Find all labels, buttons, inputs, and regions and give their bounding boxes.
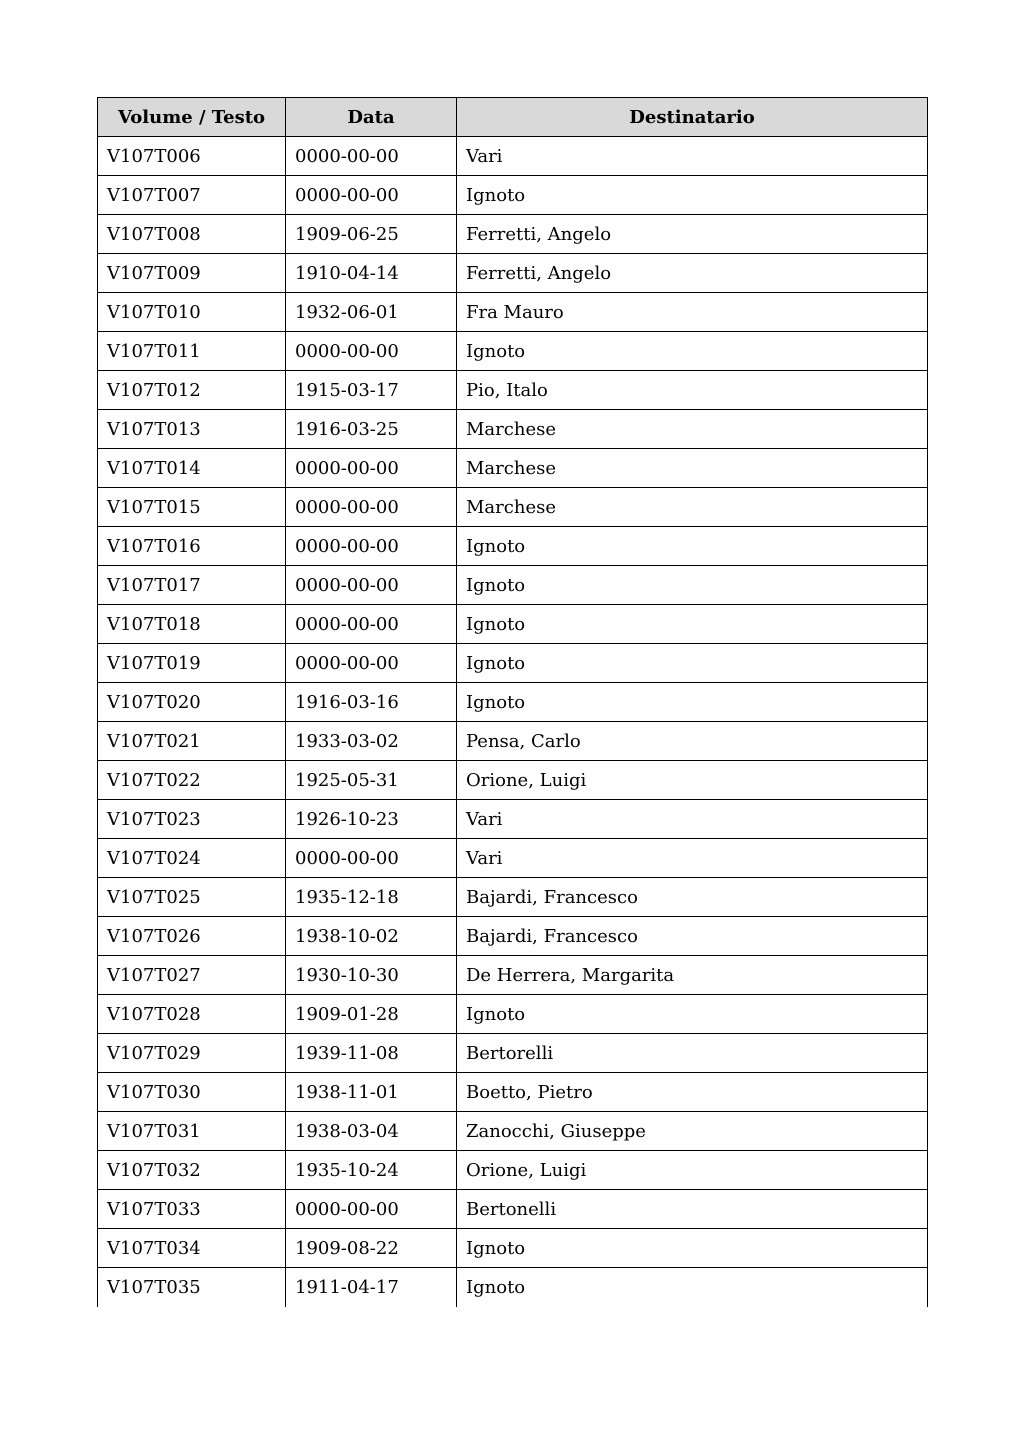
table-header-row [98, 98, 928, 137]
cell-data: 1930-10-30 [286, 956, 457, 995]
table-row [98, 605, 928, 644]
table-row [98, 995, 928, 1034]
cell-data: 1935-12-18 [286, 878, 457, 917]
cell-data: 1933-03-02 [286, 722, 457, 761]
table-row [98, 683, 928, 722]
cell-destinatario: Bajardi, Francesco [457, 878, 928, 917]
cell-volume-testo: V107T015 [98, 488, 286, 527]
cell-destinatario: Ferretti, Angelo [457, 254, 928, 293]
cell-volume-testo: V107T022 [98, 761, 286, 800]
table-row [98, 488, 928, 527]
cell-volume-testo: V107T009 [98, 254, 286, 293]
cell-data: 1938-11-01 [286, 1073, 457, 1112]
cell-volume-testo: V107T035 [98, 1268, 286, 1307]
cell-destinatario: De Herrera, Margarita [457, 956, 928, 995]
table-row [98, 1073, 928, 1112]
cell-data: 1932-06-01 [286, 293, 457, 332]
cell-data: 0000-00-00 [286, 332, 457, 371]
cell-data: 1910-04-14 [286, 254, 457, 293]
table-row [98, 566, 928, 605]
cell-volume-testo: V107T019 [98, 644, 286, 683]
cell-data: 1939-11-08 [286, 1034, 457, 1073]
cell-destinatario: Bertonelli [457, 1190, 928, 1229]
cell-destinatario: Ferretti, Angelo [457, 215, 928, 254]
cell-destinatario: Bajardi, Francesco [457, 917, 928, 956]
cell-data: 0000-00-00 [286, 488, 457, 527]
cell-destinatario: Orione, Luigi [457, 761, 928, 800]
cell-destinatario: Pensa, Carlo [457, 722, 928, 761]
cell-volume-testo: V107T006 [98, 137, 286, 176]
cell-volume-testo: V107T029 [98, 1034, 286, 1073]
cell-volume-testo: V107T014 [98, 449, 286, 488]
cell-volume-testo: V107T024 [98, 839, 286, 878]
table-row [98, 839, 928, 878]
cell-volume-testo: V107T030 [98, 1073, 286, 1112]
letters-table [97, 97, 928, 1307]
cell-destinatario: Vari [457, 839, 928, 878]
header-destinatario: Destinatario [457, 98, 928, 137]
cell-volume-testo: V107T032 [98, 1151, 286, 1190]
cell-data: 1916-03-16 [286, 683, 457, 722]
cell-volume-testo: V107T026 [98, 917, 286, 956]
cell-volume-testo: V107T021 [98, 722, 286, 761]
cell-data: 1926-10-23 [286, 800, 457, 839]
cell-volume-testo: V107T008 [98, 215, 286, 254]
cell-data: 0000-00-00 [286, 176, 457, 215]
cell-data: 1911-04-17 [286, 1268, 457, 1307]
cell-destinatario: Ignoto [457, 527, 928, 566]
cell-data: 1925-05-31 [286, 761, 457, 800]
table-row [98, 293, 928, 332]
cell-data: 0000-00-00 [286, 566, 457, 605]
table-row [98, 956, 928, 995]
cell-destinatario: Ignoto [457, 566, 928, 605]
cell-volume-testo: V107T031 [98, 1112, 286, 1151]
cell-volume-testo: V107T007 [98, 176, 286, 215]
table-row [98, 137, 928, 176]
cell-data: 0000-00-00 [286, 137, 457, 176]
cell-volume-testo: V107T010 [98, 293, 286, 332]
cell-data: 1915-03-17 [286, 371, 457, 410]
header-volume-testo: Volume / Testo [98, 98, 286, 137]
table-row [98, 1151, 928, 1190]
cell-volume-testo: V107T023 [98, 800, 286, 839]
cell-data: 0000-00-00 [286, 839, 457, 878]
table-row [98, 800, 928, 839]
table-row [98, 761, 928, 800]
table-row [98, 176, 928, 215]
cell-volume-testo: V107T018 [98, 605, 286, 644]
cell-data: 0000-00-00 [286, 644, 457, 683]
cell-destinatario: Ignoto [457, 332, 928, 371]
cell-volume-testo: V107T011 [98, 332, 286, 371]
cell-destinatario: Ignoto [457, 1268, 928, 1307]
cell-data: 1938-10-02 [286, 917, 457, 956]
table-row [98, 1229, 928, 1268]
cell-destinatario: Vari [457, 137, 928, 176]
cell-destinatario: Ignoto [457, 644, 928, 683]
cell-data: 1916-03-25 [286, 410, 457, 449]
cell-volume-testo: V107T028 [98, 995, 286, 1034]
cell-volume-testo: V107T012 [98, 371, 286, 410]
cell-destinatario: Ignoto [457, 683, 928, 722]
cell-destinatario: Bertorelli [457, 1034, 928, 1073]
cell-destinatario: Zanocchi, Giuseppe [457, 1112, 928, 1151]
cell-data: 1909-01-28 [286, 995, 457, 1034]
cell-volume-testo: V107T017 [98, 566, 286, 605]
cell-destinatario: Vari [457, 800, 928, 839]
table-row [98, 1268, 928, 1307]
cell-volume-testo: V107T027 [98, 956, 286, 995]
table-row [98, 332, 928, 371]
cell-volume-testo: V107T013 [98, 410, 286, 449]
cell-destinatario: Marchese [457, 410, 928, 449]
table-row [98, 1034, 928, 1073]
cell-data: 1909-08-22 [286, 1229, 457, 1268]
cell-data: 0000-00-00 [286, 449, 457, 488]
cell-destinatario: Ignoto [457, 1229, 928, 1268]
cell-data: 1909-06-25 [286, 215, 457, 254]
cell-destinatario: Marchese [457, 449, 928, 488]
cell-destinatario: Marchese [457, 488, 928, 527]
table-row [98, 371, 928, 410]
header-data: Data [286, 98, 457, 137]
table-row [98, 527, 928, 566]
cell-volume-testo: V107T016 [98, 527, 286, 566]
table-row [98, 917, 928, 956]
table-row [98, 722, 928, 761]
cell-data: 0000-00-00 [286, 527, 457, 566]
cell-destinatario: Ignoto [457, 995, 928, 1034]
table-row [98, 878, 928, 917]
cell-destinatario: Orione, Luigi [457, 1151, 928, 1190]
cell-destinatario: Ignoto [457, 605, 928, 644]
cell-destinatario: Boetto, Pietro [457, 1073, 928, 1112]
cell-destinatario: Pio, Italo [457, 371, 928, 410]
cell-destinatario: Ignoto [457, 176, 928, 215]
cell-data: 1938-03-04 [286, 1112, 457, 1151]
table-row [98, 1112, 928, 1151]
cell-destinatario: Fra Mauro [457, 293, 928, 332]
table-row [98, 644, 928, 683]
cell-volume-testo: V107T034 [98, 1229, 286, 1268]
table-row [98, 215, 928, 254]
table-row [98, 1190, 928, 1229]
table-row [98, 410, 928, 449]
cell-volume-testo: V107T025 [98, 878, 286, 917]
cell-data: 1935-10-24 [286, 1151, 457, 1190]
cell-data: 0000-00-00 [286, 605, 457, 644]
table-row [98, 254, 928, 293]
cell-data: 0000-00-00 [286, 1190, 457, 1229]
cell-volume-testo: V107T033 [98, 1190, 286, 1229]
table-body [98, 137, 928, 1307]
table-row [98, 449, 928, 488]
cell-volume-testo: V107T020 [98, 683, 286, 722]
